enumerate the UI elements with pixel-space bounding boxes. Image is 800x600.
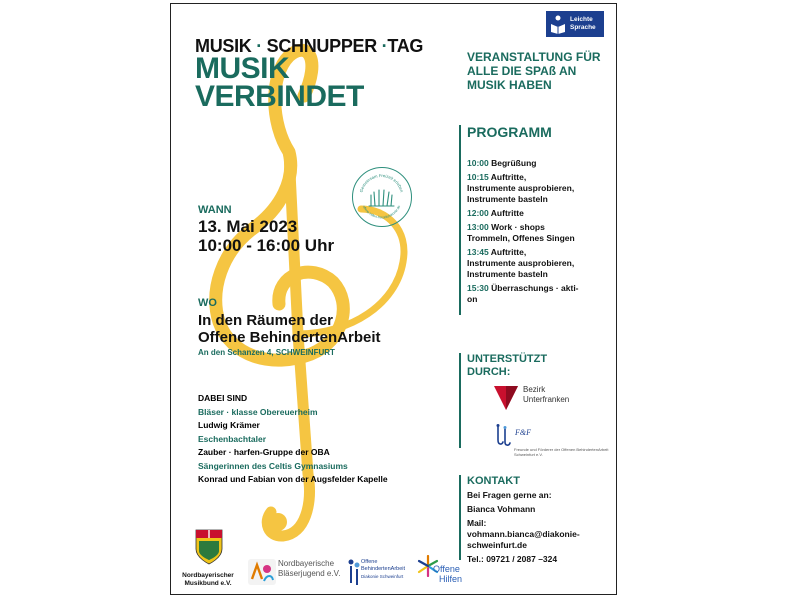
program-time: 10:15 [467, 172, 489, 182]
leichte-sprache-label: Leichte Sprache [570, 16, 596, 31]
where-line-2: Offene BehindertenArbeit [198, 329, 381, 346]
offene-hilfen-text [433, 564, 462, 584]
stamp-graphic [353, 168, 410, 225]
nbj-text [278, 559, 340, 579]
event-poster [170, 3, 617, 595]
program-text: Überraschungs · akti- [491, 283, 579, 293]
participant-item: Konrad und Fabian von der Augsfelder Kapelle [198, 474, 388, 484]
headline [195, 52, 364, 113]
program-text: Auftritte, [490, 172, 527, 182]
program-time: 12:00 [467, 208, 489, 218]
oba-line-1: Offene [361, 559, 378, 565]
oba-figure-icon [347, 559, 361, 587]
program-item [467, 247, 615, 280]
title-separator: · [381, 36, 388, 56]
leichte-sprache-badge [546, 11, 604, 37]
program-heading: PROGRAMM [467, 124, 552, 140]
participant-item: Ludwig Krämer [198, 420, 260, 430]
program-accent-bar [459, 125, 461, 315]
nbj-line-2: Bläserjugend e.V. [278, 569, 341, 578]
foerderverein-monogram: F&F [515, 428, 531, 437]
title-word-tag: TAG [387, 36, 424, 56]
program-text: Trommeln, Offenes Singen [467, 233, 575, 243]
program-text: Work · shops [491, 222, 545, 232]
when-label: WANN [198, 204, 232, 216]
where-line-1: In den Räumen der [198, 312, 334, 329]
nordbayerischer-musikbund-logo [173, 529, 245, 591]
program-item [467, 208, 615, 219]
support-heading [467, 353, 547, 379]
participant-item: Bläser · klasse Obereuerheim [198, 406, 318, 417]
support-heading-line-1: UNTERSTÜTZT [467, 353, 548, 365]
program-time: 10:00 [467, 158, 489, 168]
easy-language-icon [549, 14, 567, 34]
program-text: Instrumente basteln [467, 269, 548, 279]
bezirk-unterfranken-text [523, 385, 569, 405]
program-text: on [467, 294, 478, 304]
foerderverein-logo [495, 424, 539, 448]
title-word-schnupper: SCHNUPPER [266, 36, 377, 56]
contact-mail-line-1[interactable]: vohmann.bianca@diakonie- [467, 529, 580, 539]
program-list [467, 158, 615, 308]
oba-line-3: Diakonie Schweinfurt [361, 574, 404, 579]
nmb-line-2: Musikbund e.V. [184, 580, 232, 587]
contact-mail-label: Mail: [467, 518, 487, 528]
hands-icon [369, 190, 394, 206]
participant-item: Eschenbachtaler [198, 433, 267, 444]
where-label: WO [198, 297, 217, 309]
contact-mail-line-2[interactable]: schweinfurt.de [467, 540, 527, 550]
program-text: Auftritte, [490, 247, 527, 257]
support-accent-bar [459, 353, 461, 448]
nordbayerische-blaeserjugend-logo [246, 529, 346, 591]
contact-intro: Bei Fragen gerne an: [467, 490, 552, 500]
nmb-line-1: Nordbayerischer [182, 572, 234, 579]
participant-item: Zauber · harfen-Gruppe der OBA [198, 447, 330, 457]
support-heading-line-2: DURCH: [467, 366, 511, 378]
program-text: Instrumente basteln [467, 194, 548, 204]
program-text: Instrumente ausprobieren, [467, 258, 575, 268]
oba-line-2: BehindertenArbeit [361, 566, 406, 572]
nmb-text [173, 572, 243, 588]
freizeit-stamp [352, 167, 412, 227]
program-time: 13:45 [467, 247, 489, 257]
event-date: 13. Mai 2023 [198, 217, 298, 236]
oba-text [361, 559, 405, 580]
title-word-musik: MUSIK [195, 36, 252, 56]
program-item [467, 283, 615, 305]
event-time: 10:00 - 16:00 Uhr [198, 236, 335, 255]
bezirk-line-1: Bezirk [523, 385, 546, 394]
title-separator: · [256, 36, 262, 56]
program-time: 13:00 [467, 222, 489, 232]
where-address: An den Schanzen 4, SCHWEINFURT [198, 348, 335, 357]
offene-behindertenarbeit-logo [347, 529, 419, 591]
bezirk-unterfranken-logo [493, 384, 519, 412]
participant-item: Sängerinnen des Celtis Gymnasiums [198, 460, 348, 471]
tagline: VERANSTALTUNG FÜR ALLE DIE SPAß AN MUSIK HABEN [467, 50, 601, 92]
stamp-bottom-text: offene-hilfen-freizeitdiakonie.de [361, 204, 402, 220]
foerderverein-text: Freunde und Förderer der Offenen BehindertenArbeit Schweinfurt e.V. [514, 447, 609, 457]
headline-line-2: VERBINDET [195, 80, 364, 113]
offene-hilfen-logo [417, 529, 477, 591]
where-details [198, 312, 381, 346]
oh-line-2: Hilfen [439, 574, 463, 584]
coat-of-arms-icon [195, 529, 223, 565]
contact-block [467, 490, 615, 565]
when-details [198, 217, 334, 255]
contact-heading: KONTAKT [467, 475, 520, 487]
blaeserjugend-icon [248, 559, 276, 585]
headline-line-1: MUSIK [195, 52, 290, 85]
program-time: 15:30 [467, 283, 489, 293]
stamp-top-text: Gemeinsam Freizeit erleben [358, 172, 405, 193]
nbj-line-1: Nordbayerische [278, 559, 335, 568]
svg-text:Gemeinsam Freizeit erleben [358, 173, 404, 194]
program-item [467, 172, 615, 205]
program-item [467, 158, 615, 169]
oh-line-1: Offene [433, 564, 460, 574]
contact-phone: Tel.: 09721 / 2087 –324 [467, 554, 558, 564]
bezirk-line-2: Unterfranken [523, 395, 570, 404]
program-text: Auftritte [490, 208, 524, 218]
contact-name: Bianca Vohmann [467, 504, 536, 514]
program-text: Begrüßung [491, 158, 537, 168]
program-item [467, 222, 615, 244]
participants-label: DABEI SIND [198, 393, 248, 403]
svg-text:offene-hilfen-freizeitdiakonie [362, 205, 402, 220]
participants-list [198, 392, 458, 487]
program-text: Instrumente ausprobieren, [467, 183, 575, 193]
